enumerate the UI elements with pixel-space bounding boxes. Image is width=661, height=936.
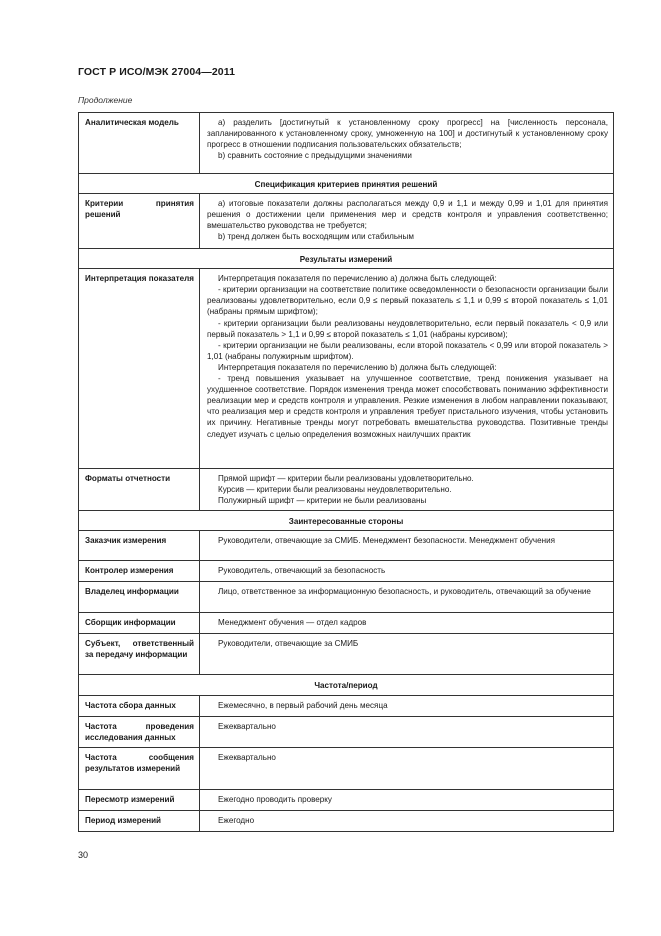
- section-heading: Заинтересованные стороны: [79, 511, 614, 531]
- table-row: [79, 469, 614, 511]
- row-label: Субъект, ответственный за передачу информации: [79, 634, 200, 675]
- section-row: [79, 174, 614, 194]
- row-value: a) итоговые показатели должны располагаться между 0,9 и 1,1 и между 0,99 и 1,01 для принятия решения о достижении цели применения мер и средств контроля и управления соответственно; вмешательство руководства не требуется; b) тренд должен быть восходящим или стабильным: [200, 194, 614, 249]
- row-value: Ежегодно проводить проверку: [200, 790, 614, 811]
- page-number: 30: [78, 850, 89, 860]
- section-heading: Результаты измерений: [79, 249, 614, 269]
- table-row: [79, 194, 614, 249]
- section-heading: Спецификация критериев принятия решений: [79, 174, 614, 194]
- table-row: [79, 531, 614, 561]
- row-label: Заказчик измерения: [79, 531, 200, 561]
- section-row: [79, 249, 614, 269]
- row-value: Лицо, ответственное за информационную безопасность, и руководитель, отвечающий за обучение: [200, 582, 614, 613]
- row-label: Контролер измерения: [79, 561, 200, 582]
- row-label: Частота сбора данных: [79, 696, 200, 717]
- table-row: [79, 269, 614, 469]
- table-row: [79, 561, 614, 582]
- row-label: Период измерений: [79, 811, 200, 832]
- section-heading: Частота/период: [79, 675, 614, 696]
- row-label: Сборщик информации: [79, 613, 200, 634]
- row-value: Прямой шрифт — критерии были реализованы удовлетворительно. Курсив — критерии были реализованы неудовлетворительно. Полужирный шрифт — критерии не были реализованы: [200, 469, 614, 511]
- row-label: Аналитическая модель: [79, 113, 200, 174]
- table-row: [79, 113, 614, 174]
- section-row: [79, 675, 614, 696]
- table-row: [79, 811, 614, 832]
- row-value: Руководитель, отвечающий за безопасность: [200, 561, 614, 582]
- row-value: Ежегодно: [200, 811, 614, 832]
- table-row: [79, 790, 614, 811]
- row-value: Интерпретация показателя по перечислению а) должна быть следующей: - критерии организации на соответствие политике осведомленности о безопасности организации были реализованы удовлетворительно, если 0,9 ≤ первый показатель ≤ 1,1 и 0,99 ≤ второй показатель ≤ 1,01 (набраны прямым шрифтом); - критерии организации были реализованы неудовлетворительно, если первый показатель < 0,9 или первый показатель > 1,1 и 0,99 ≤ второй показатель ≤ 1,01 (набраны курсивом); - критерии организации не были реализованы, если второй показатель < 0,99 или второй показатель > 1,01 (набраны полужирным шрифтом). Интерпретация показателя по перечислению b) должна быть следующей: - тренд повышения указывает на улучшенное соответствие, тренд понижения указывает на ухудшенное соответствие. Порядок изменения тренда может способствовать пониманию эффективности реализации мер и средств контроля и управления. Резкие изменения в любом направлении показывают, что реализация мер и средств контроля и управления требует пристального изучения, чтобы установить их причину. Негативные тренды могут потребовать вмешательства руководства. Позитивные тренды следует изучать с целью определения возможных наилучших практик: [200, 269, 614, 469]
- table-row: [79, 696, 614, 717]
- row-value: Руководители, отвечающие за СМИБ. Менеджмент безопасности. Менеджмент обучения: [200, 531, 614, 561]
- table-row: [79, 582, 614, 613]
- table-row: [79, 634, 614, 675]
- document-title: ГОСТ Р ИСО/МЭК 27004—2011: [78, 66, 236, 78]
- row-label: Частота проведения исследования данных: [79, 717, 200, 748]
- table-row: [79, 717, 614, 748]
- continuation-label: Продолжение: [78, 95, 133, 105]
- row-value: Менеджмент обучения — отдел кадров: [200, 613, 614, 634]
- row-label: Критерии принятия решений: [79, 194, 200, 249]
- row-value: Ежеквартально: [200, 717, 614, 748]
- row-value: a) разделить [достигнутый к установленному сроку прогресс] на [численность персонала, запланированного к установленному сроку, умноженную на 100] и достигнутый к установленному сроку прогресс в отношении подписания пользовательских обязательств; b) сравнить состояние с предыдущими значениями: [200, 113, 614, 174]
- row-value: Руководители, отвечающие за СМИБ: [200, 634, 614, 675]
- table-row: [79, 613, 614, 634]
- row-label: Форматы отчетности: [79, 469, 200, 511]
- metric-table: [78, 112, 614, 832]
- section-row: [79, 511, 614, 531]
- row-label: Частота сообщения результатов измерений: [79, 748, 200, 790]
- row-value: Ежеквартально: [200, 748, 614, 790]
- row-value: Ежемесячно, в первый рабочий день месяца: [200, 696, 614, 717]
- row-label: Интерпретация показателя: [79, 269, 200, 469]
- row-label: Владелец информации: [79, 582, 200, 613]
- table-row: [79, 748, 614, 790]
- row-label: Пересмотр измерений: [79, 790, 200, 811]
